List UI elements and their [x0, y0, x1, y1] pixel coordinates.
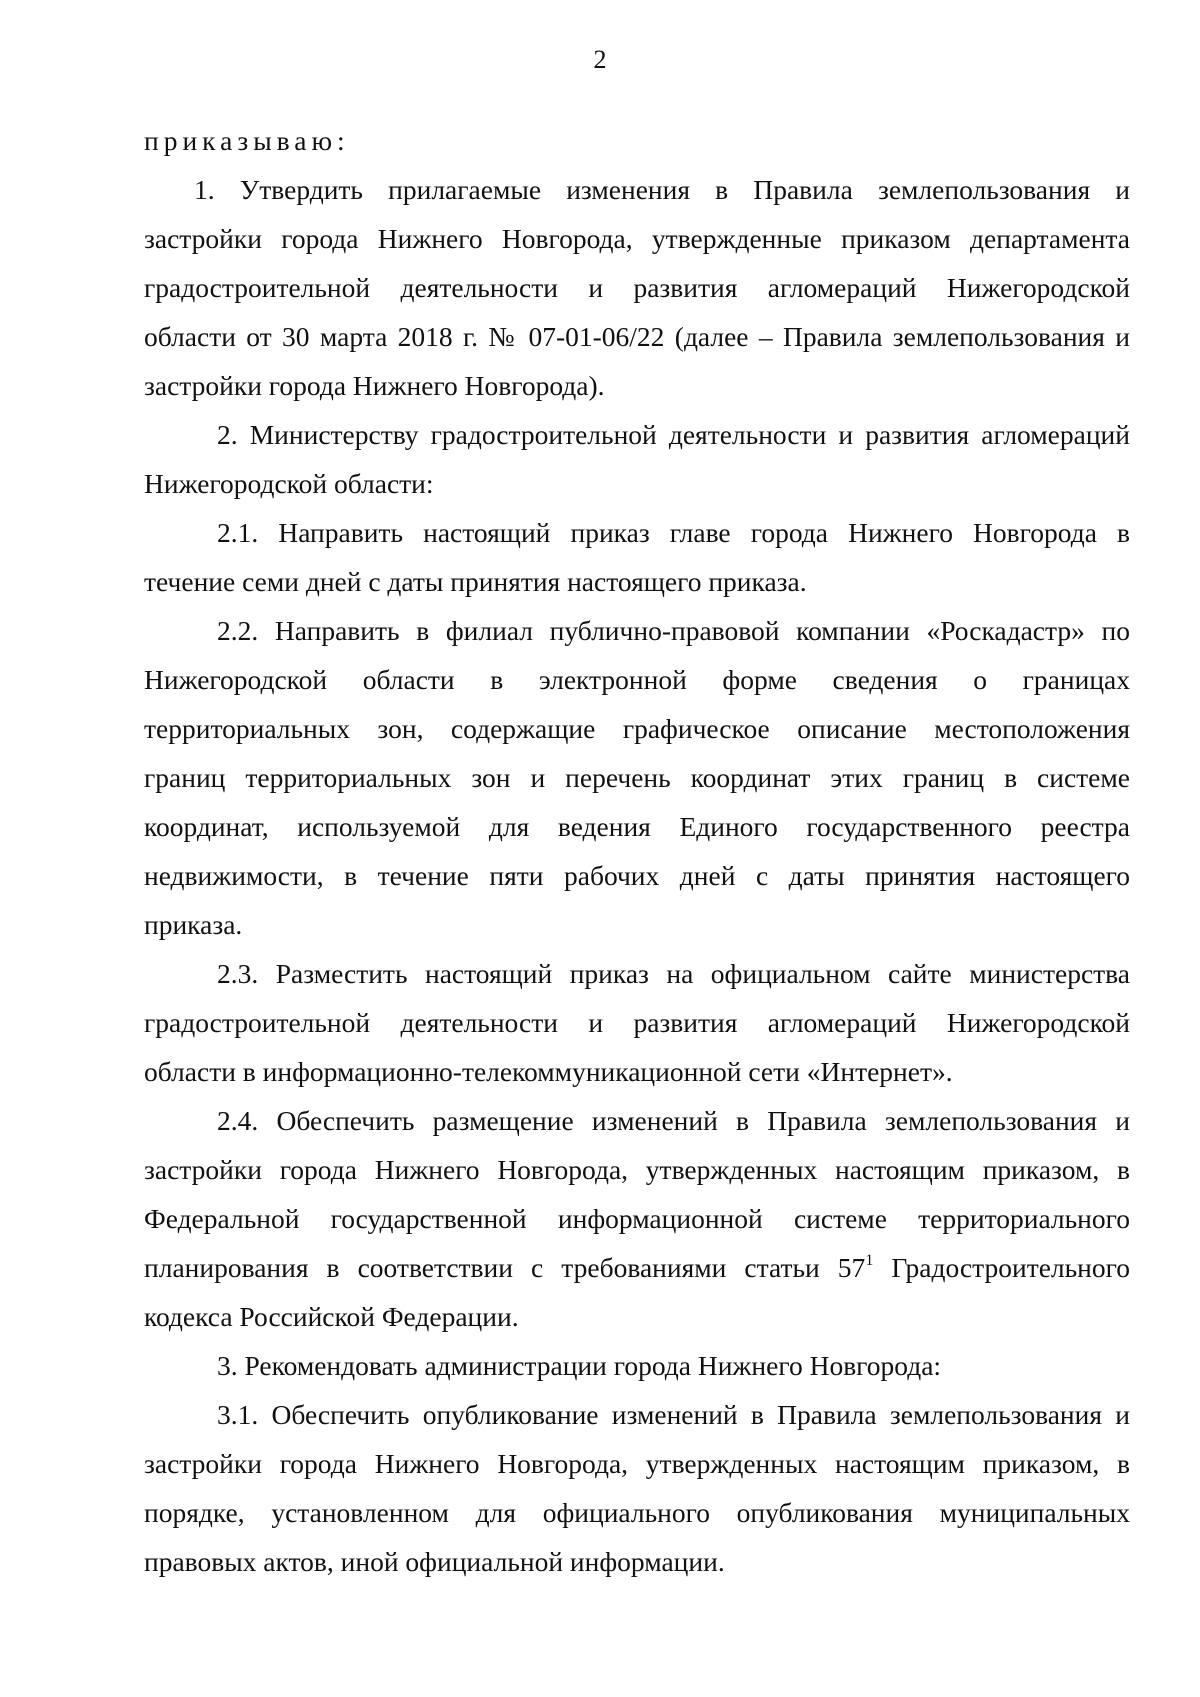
- item-2-2-line-6: недвижимости, в течение пяти рабочих дней с даты принятия настоящего: [144, 860, 1130, 891]
- item-2-4-line-4-text: планирования в соответствии с требованиями статьи 57: [144, 1252, 866, 1283]
- item-2-4-line-2: застройки города Нижнего Новгорода, утвержденных настоящим приказом, в: [144, 1154, 1130, 1185]
- item-3-1-line-1: 3.1. Обеспечить опубликование изменений в Правила землепользования и: [217, 1399, 1130, 1430]
- item-2-2-line-3: территориальных зон, содержащие графическое описание местоположения: [144, 713, 1130, 744]
- item-2-1-line-1: 2.1. Направить настоящий приказ главе города Нижнего Новгорода в: [217, 517, 1130, 548]
- item-2-4-line-4: [144, 1243, 1130, 1292]
- item-3-1-line-4: правовых актов, иной официальной информации.: [144, 1546, 725, 1577]
- item-2-1-line-2: течение семи дней с даты принятия настоящего приказа.: [144, 566, 807, 597]
- item-3-1-line-2: застройки города Нижнего Новгорода, утвержденных настоящим приказом, в: [144, 1448, 1130, 1479]
- item-3-line-1: 3. Рекомендовать администрации города Нижнего Новгорода:: [217, 1350, 942, 1381]
- item-2-3-line-3: области в информационно-телекоммуникационной сети «Интернет».: [144, 1056, 953, 1087]
- decree-word: приказываю:: [144, 125, 350, 156]
- item-1-line-1: 1. Утвердить прилагаемые изменения в Правила землепользования и: [194, 174, 1130, 205]
- item-2-4-line-3: Федеральной государственной информационной системе территориального: [144, 1203, 1130, 1234]
- item-3-1-line-3: порядке, установленном для официального опубликования муниципальных: [144, 1497, 1130, 1528]
- item-2-2-line-4: границ территориальных зон и перечень координат этих границ в системе: [144, 762, 1130, 793]
- item-2-3-line-2: градостроительной деятельности и развития агломераций Нижегородской: [144, 1007, 1130, 1038]
- item-1-line-2: застройки города Нижнего Новгорода, утвержденные приказом департамента: [144, 223, 1130, 254]
- item-2-2-line-1: 2.2. Направить в филиал публично-правовой компании «Роскадастр» по: [217, 615, 1130, 646]
- item-2-3-line-1: 2.3. Разместить настоящий приказ на официальном сайте министерства: [217, 958, 1130, 989]
- item-2-2-line-5: координат, используемой для ведения Единого государственного реестра: [144, 811, 1130, 842]
- item-2-4-line-1: 2.4. Обеспечить размещение изменений в Правила землепользования и: [217, 1105, 1130, 1136]
- item-1-line-5: застройки города Нижнего Новгорода).: [144, 370, 605, 401]
- item-2-2-line-7: приказа.: [144, 909, 243, 940]
- item-2-line-2: Нижегородской области:: [144, 468, 434, 499]
- document-body: [144, 116, 1130, 1586]
- item-1-line-4: области от 30 марта 2018 г. № 07-01-06/22 (далее – Правила землепользования и: [144, 321, 1130, 352]
- page-number: 2: [593, 45, 607, 74]
- item-2-4-line-5: кодекса Российской Федерации.: [144, 1301, 519, 1332]
- item-2-4-line-4-tail: Градостроительного: [873, 1252, 1130, 1283]
- item-2-2-line-2: Нижегородской области в электронной форме сведения о границах: [144, 664, 1130, 695]
- item-1-line-3: градостроительной деятельности и развития агломераций Нижегородской: [144, 272, 1130, 303]
- item-2-line-1: 2. Министерству градостроительной деятельности и развития агломераций: [217, 419, 1130, 450]
- article-superscript: 1: [865, 1252, 874, 1269]
